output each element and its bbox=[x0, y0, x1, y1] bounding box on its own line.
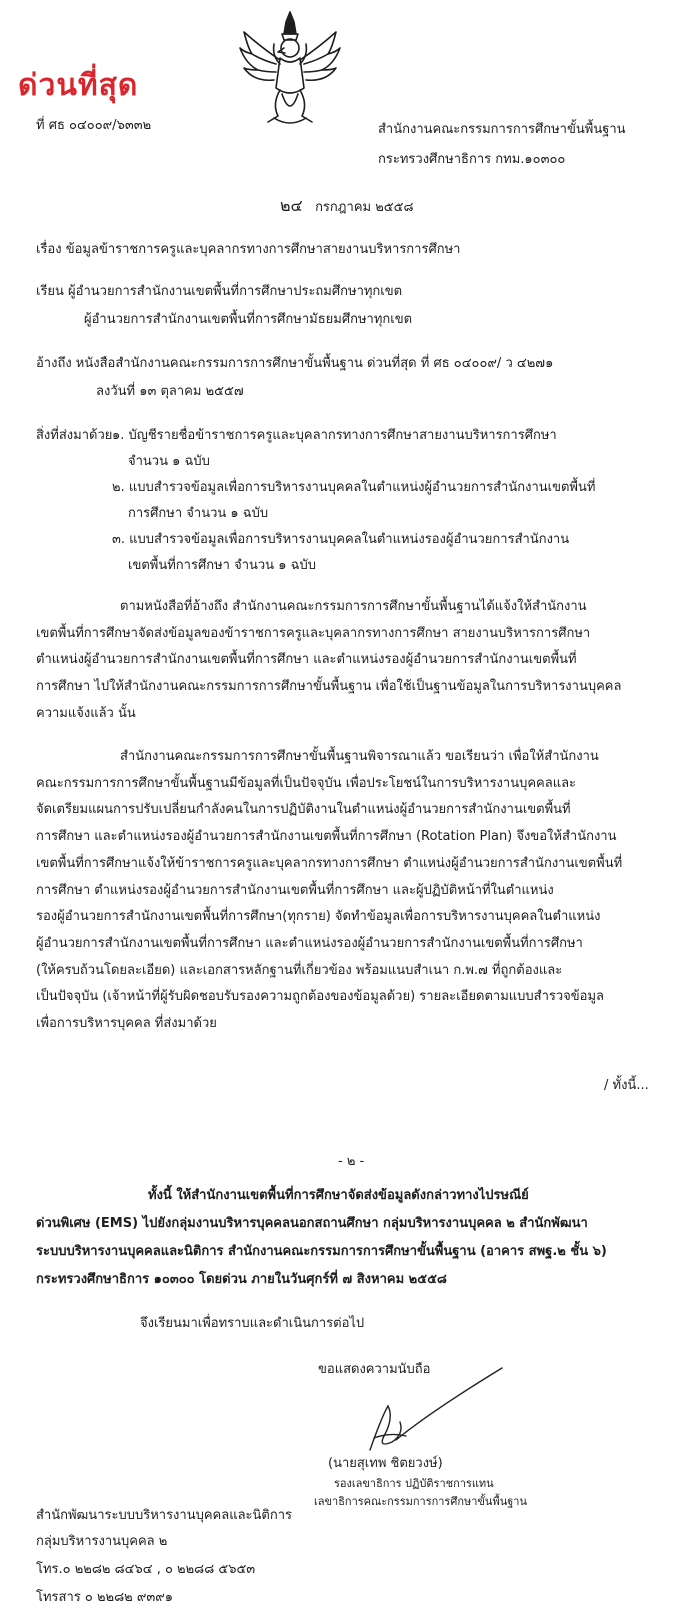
paragraph-line: เพื่อการบริหารบุคคล ที่ส่งมาด้วย bbox=[36, 1016, 217, 1032]
paragraph-line: เขตพื้นที่การศึกษาแจ้งให้ข้าราชการครูและบุคลากรทางการศึกษา ตำแหน่งผู้อำนวยการสำนักงานเขตพื้นที่ bbox=[36, 855, 623, 871]
recipient-line-2: ผู้อำนวยการสำนักงานเขตพื้นที่การศึกษามัธยมศึกษาทุกเขต bbox=[84, 312, 413, 327]
signatory-title-1: รองเลขาธิการ ปฏิบัติราชการแทน bbox=[334, 1477, 494, 1490]
paragraph-line: ระบบบริหารงานบุคคลและนิติการ สำนักงานคณะกรรมการการศึกษาขั้นพื้นฐาน (อาคาร สพฐ.๒ ชั้น ๖) bbox=[36, 1244, 607, 1259]
paragraph-line: กระทรวงศึกษาธิการ ๑๐๓๐๐ โดยด่วน ภายในวันศุกร์ที่ ๗ สิงหาคม ๒๕๕๘ bbox=[36, 1272, 447, 1287]
page-number: - ๒ - bbox=[338, 1154, 365, 1169]
paragraph-line: การศึกษา ไปให้สำนักงานคณะกรรมการการศึกษาขั้นพื้นฐาน เพื่อใช้เป็นฐานข้อมูลในการบริหารงานบุคคล bbox=[36, 679, 622, 695]
enclosure-1-line-1: ๑. บัญชีรายชื่อข้าราชการครูและบุคลากรทางการศึกษาสายงานบริหารการศึกษา bbox=[112, 428, 557, 443]
footer-fax: โทรสาร ๐ ๒๒๘๒ ๙๓๙๑ bbox=[36, 1590, 174, 1605]
paragraph-line: จัดเตรียมแผนการปรับเปลี่ยนกำลังคนในการปฏิบัติงานในตำแหน่งผู้อำนวยการสำนักงานเขตพื้นที่ bbox=[36, 802, 571, 818]
closing-salutation: ขอแสดงความนับถือ bbox=[318, 1362, 431, 1377]
handwritten-signature bbox=[330, 1366, 510, 1456]
signatory-title-2: เลขาธิการคณะกรรมการการศึกษาขั้นพื้นฐาน bbox=[314, 1495, 527, 1508]
paragraph-line: ทั้งนี้ ให้สำนักงานเขตพื้นที่การศึกษาจัดส่งข้อมูลดังกล่าวทางไปรษณีย์ bbox=[148, 1188, 529, 1203]
office-name: สำนักงานคณะกรรมการการศึกษาขั้นพื้นฐาน bbox=[378, 122, 626, 137]
enclosure-2-line-2: การศึกษา จำนวน ๑ ฉบับ bbox=[128, 506, 269, 521]
enclosures-label: สิ่งที่ส่งมาด้วย bbox=[36, 428, 113, 443]
signatory-name: (นายสุเทพ ชิตยวงษ์) bbox=[328, 1456, 443, 1471]
office-address: กระทรวงศึกษาธิการ กทม.๑๐๓๐๐ bbox=[378, 152, 566, 167]
paragraph-line: เป็นปัจจุบัน (เจ้าหน้าที่ผู้รับผิดชอบรับรองความถูกต้องของข้อมูลด้วย) รายละเอียดตามแบบสำรวจข้อมูล bbox=[36, 989, 605, 1005]
paragraph-line: สำนักงานคณะกรรมการการศึกษาขั้นพื้นฐานพิจารณาแล้ว ขอเรียนว่า เพื่อให้สำนักงาน bbox=[120, 749, 599, 764]
subject-line: เรื่อง ข้อมูลข้าราชการครูและบุคลากรทางการศึกษาสายงานบริหารการศึกษา bbox=[36, 242, 461, 257]
paragraph-line: ความแจ้งแล้ว นั้น bbox=[36, 705, 136, 721]
urgency-stamp: ด่วนที่สุด bbox=[18, 68, 139, 103]
date-month-year: กรกฎาคม ๒๕๕๘ bbox=[315, 200, 414, 215]
recipient-line-1: เรียน ผู้อำนวยการสำนักงานเขตพื้นที่การศึกษาประถมศึกษาทุกเขต bbox=[36, 284, 403, 299]
garuda-emblem bbox=[238, 8, 342, 132]
reference-line-1: อ้างถึง หนังสือสำนักงานคณะกรรมการการศึกษาขั้นพื้นฐาน ด่วนที่สุด ที่ ศธ ๐๔๐๐๙/ ว ๔๒๗๑ bbox=[36, 356, 554, 371]
paragraph-line: การศึกษา และตำแหน่งรองผู้อำนวยการสำนักงานเขตพื้นที่การศึกษา (Rotation Plan) จึงขอให้สำนักงาน bbox=[36, 829, 617, 845]
enclosure-3-line-1: ๓. แบบสำรวจข้อมูลเพื่อการบริหารงานบุคคลในตำแหน่งรองผู้อำนวยการสำนักงาน bbox=[112, 532, 570, 547]
paragraph-line: ตามหนังสือที่อ้างถึง สำนักงานคณะกรรมการการศึกษาขั้นพื้นฐานได้แจ้งให้สำนักงาน bbox=[120, 599, 587, 614]
paragraph-line: (ให้ครบถ้วนโดยละเอียด) และเอกสารหลักฐานที่เกี่ยวข้อง พร้อมแนบสำเนา ก.พ.๗ ที่ถูกต้องและ bbox=[36, 962, 563, 978]
paragraph-line: การศึกษา ตำแหน่งรองผู้อำนวยการสำนักงานเขตพื้นที่การศึกษา และผู้ปฏิบัติหน้าที่ในตำแหน่ง bbox=[36, 882, 554, 898]
enclosure-1-line-2: จำนวน ๑ ฉบับ bbox=[128, 454, 210, 469]
enclosure-3-line-2: เขตพื้นที่การศึกษา จำนวน ๑ ฉบับ bbox=[128, 558, 316, 573]
body-paragraph-2 bbox=[36, 744, 656, 1038]
page-continuation: / ทั้งนี้... bbox=[604, 1078, 649, 1093]
body-paragraph-1 bbox=[36, 594, 656, 728]
paragraph-line: ตำแหน่งผู้อำนวยการสำนักงานเขตพื้นที่การศึกษา และตำแหน่งรองผู้อำนวยการสำนักงานเขตพื้นที่ bbox=[36, 652, 577, 668]
paragraph-line: รองผู้อำนวยการสำนักงานเขตพื้นที่การศึกษา(ทุกราย) จัดทำข้อมูลเพื่อการบริหารงานบุคคลในตำแหน่ง bbox=[36, 909, 601, 925]
paragraph-line: เขตพื้นที่การศึกษาจัดส่งข้อมูลของข้าราชการครูและบุคลากรทางการศึกษา สายงานบริหารการศึกษา bbox=[36, 625, 591, 641]
enclosure-2-line-1: ๒. แบบสำรวจข้อมูลเพื่อการบริหารงานบุคคลในตำแหน่งผู้อำนวยการสำนักงานเขตพื้นที่ bbox=[112, 480, 596, 495]
date-day: ๒๔ bbox=[280, 196, 303, 215]
reference-line-2: ลงวันที่ ๑๓ ตุลาคม ๒๕๕๗ bbox=[96, 384, 244, 399]
footer-department: สำนักพัฒนาระบบบริหารงานบุคคลและนิติการ bbox=[36, 1508, 293, 1523]
closing-request: จึงเรียนมาเพื่อทราบและดำเนินการต่อไป bbox=[140, 1316, 365, 1331]
body-paragraph-3 bbox=[36, 1182, 656, 1294]
paragraph-line: ผู้อำนวยการสำนักงานเขตพื้นที่การศึกษา และตำแหน่งรองผู้อำนวยการสำนักงานเขตพื้นที่การศึกษา bbox=[36, 935, 583, 951]
footer-phone: โทร.๐ ๒๒๘๒ ๘๔๖๔ , ๐ ๒๒๘๘ ๕๖๕๓ bbox=[36, 1562, 256, 1577]
paragraph-line: ด่วนพิเศษ (EMS) ไปยังกลุ่มงานบริหารบุคคลนอกสถานศึกษา กลุ่มบริหารงานบุคคล ๒ สำนักพัฒนา bbox=[36, 1216, 588, 1231]
footer-group: กลุ่มบริหารงานบุคคล ๒ bbox=[36, 1534, 168, 1549]
document-date bbox=[280, 194, 414, 219]
paragraph-line: คณะกรรมการการศึกษาขั้นพื้นฐานมีข้อมูลที่เป็นปัจจุบัน เพื่อประโยชน์ในการบริหารงานบุคคลและ bbox=[36, 775, 577, 791]
document-number: ที่ ศธ ๐๔๐๐๙/๖๓๓๒ bbox=[36, 118, 152, 133]
